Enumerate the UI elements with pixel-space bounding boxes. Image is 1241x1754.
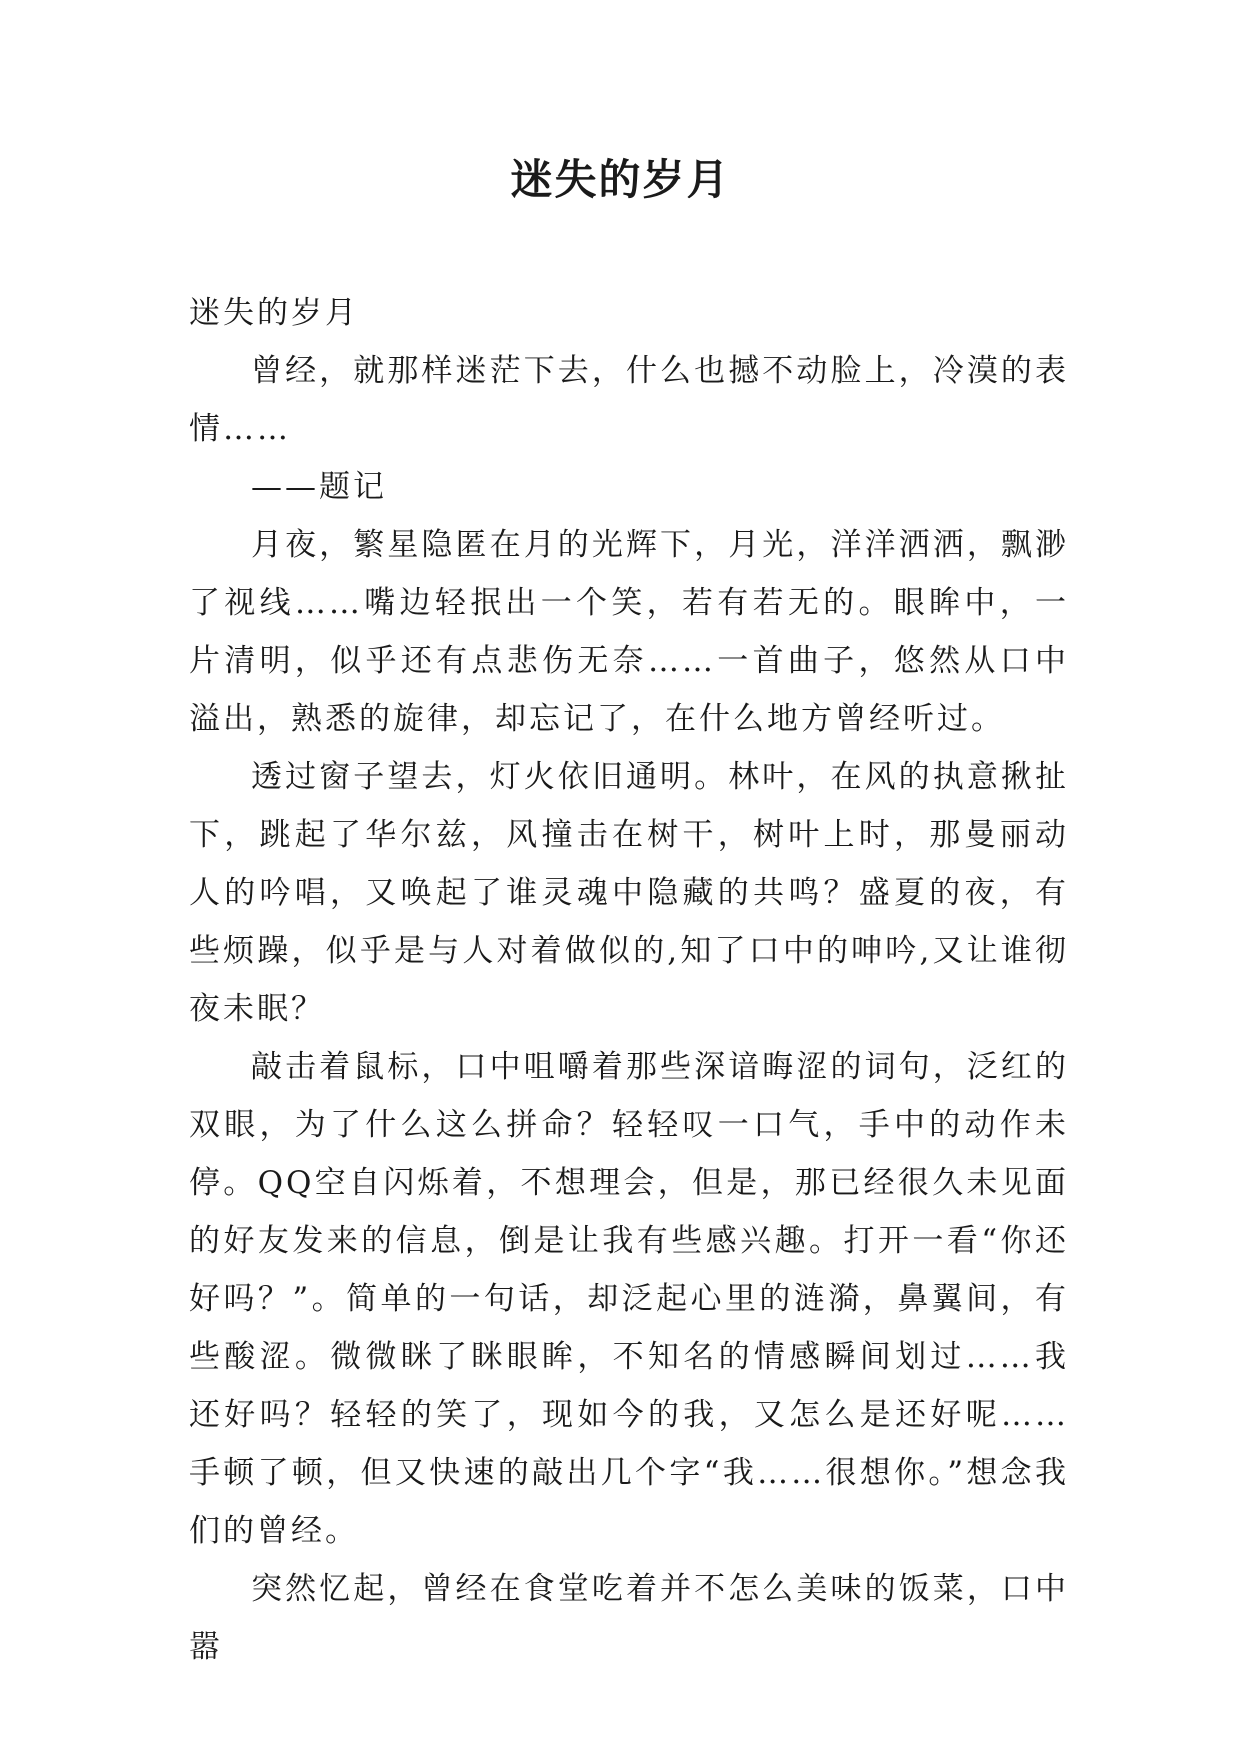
epigraph-attribution: ——题记 — [251, 469, 387, 505]
body-heading: 迷失的岁月 — [189, 295, 359, 331]
body-paragraph: 月夜，繁星隐匿在月的光辉下，月光，洋洋洒洒，飘渺了视线……嘴边轻抿出一个笑，若有若无的。眼眸中，一片清明，似乎还有点悲伤无奈……一首曲子，悠然从口中溢出，熟悉的旋律，却忘记了，在什么地方曾经听过。 — [189, 527, 1069, 737]
body-paragraph: 突然忆起，曾经在食堂吃着并不怎么美味的饭菜，口中嚣 — [189, 1571, 1069, 1665]
document-title: 迷失的岁月 — [510, 155, 731, 204]
document-body — [189, 284, 1069, 1676]
epigraph-paragraph: 曾经，就那样迷茫下去，什么也撼不动脸上，冷漠的表情…… — [189, 353, 1069, 447]
body-paragraph: 透过窗子望去，灯火依旧通明。林叶，在风的执意揪扯下，跳起了华尔兹，风撞击在树干，树叶上时，那曼丽动人的吟唱，又唤起了谁灵魂中隐藏的共鸣？盛夏的夜，有些烦躁，似乎是与人对着做似的,知了口中的呻吟,又让谁彻夜未眠？ — [189, 759, 1069, 1027]
body-paragraph: 敲击着鼠标，口中咀嚼着那些深谙晦涩的词句，泛红的双眼，为了什么这么拼命？轻轻叹一口气，手中的动作未停。QQ空自闪烁着，不想理会，但是，那已经很久未见面的好友发来的信息，倒是让我有些感兴趣。打开一看“你还好吗？”。简单的一句话，却泛起心里的涟漪，鼻翼间，有些酸涩。微微眯了眯眼眸，不知名的情感瞬间划过……我还好吗？轻轻的笑了，现如今的我，又怎么是还好呢……手顿了顿，但又快速的敲出几个字“我……很想你。”想念我们的曾经。 — [189, 1049, 1069, 1549]
